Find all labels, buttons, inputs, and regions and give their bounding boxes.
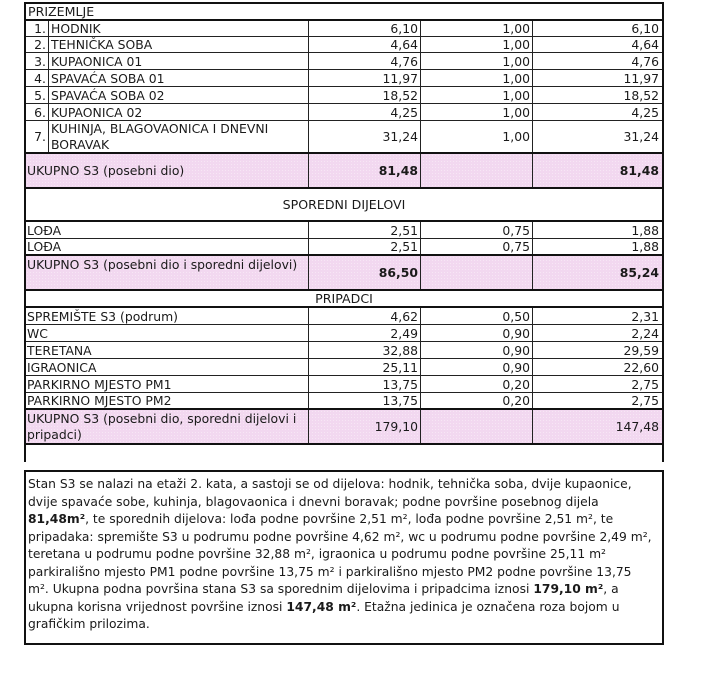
- table-row: [26, 376, 662, 393]
- table-row: [26, 239, 662, 256]
- total-area: 86,50: [309, 256, 421, 289]
- room-coefficient: 1,00: [421, 104, 533, 120]
- total-coefficient: [421, 256, 533, 289]
- room-coefficient: 1,00: [421, 87, 533, 103]
- row-index: 6.: [26, 104, 49, 120]
- room-net-area: 22,60: [623, 359, 659, 375]
- room-name: HODNIK: [49, 21, 309, 36]
- table-row: [26, 325, 662, 342]
- total-area: 81,48: [309, 154, 421, 187]
- room-area: 13,75: [309, 393, 421, 408]
- room-area: 4,64: [309, 37, 421, 52]
- table-row: [26, 222, 662, 239]
- room-net-area: 11,97: [623, 70, 659, 86]
- room-name: SPAVAĆA SOBA 02: [49, 87, 309, 103]
- room-net-area: 2,75: [631, 376, 659, 392]
- room-name: PARKIRNO MJESTO PM2: [26, 393, 309, 408]
- room-coefficient: 0,75: [421, 222, 533, 238]
- total-label: [26, 410, 309, 443]
- room-name: KUHINJA, BLAGOVAONICA I DNEVNI BORAVAK: [49, 121, 309, 152]
- room-area: 6,10: [309, 21, 421, 36]
- room-name: PARKIRNO MJESTO PM1: [26, 376, 309, 392]
- room-net-area: 1,88: [631, 222, 659, 238]
- description-text-3: , a ukupna korisna vrijednost površine iznosi: [28, 582, 619, 614]
- section-title: PRIZEMLJE: [28, 4, 95, 19]
- row-index: 5.: [26, 87, 49, 103]
- row-index: 3.: [26, 53, 49, 69]
- row-index: 1.: [26, 21, 49, 36]
- row-index: 4.: [26, 70, 49, 86]
- room-net-area: 31,24: [623, 129, 659, 144]
- room-name: KUPAONICA 02: [49, 104, 309, 120]
- room-area: 25,11: [309, 359, 421, 375]
- room-coefficient: 0,90: [421, 342, 533, 358]
- table-row: [26, 53, 662, 70]
- room-coefficient: 0,50: [421, 308, 533, 324]
- section-header-secondary: [26, 189, 662, 222]
- room-name: LOĐA: [26, 222, 309, 238]
- room-net-area: 1,88: [631, 239, 659, 254]
- total-coefficient: [421, 410, 533, 443]
- section-title: SPOREDNI DIJELOVI: [282, 197, 406, 212]
- section-header-appurtenances: [26, 291, 662, 308]
- room-coefficient: 0,75: [421, 239, 533, 254]
- total-label: [26, 256, 309, 289]
- table-row: [26, 37, 662, 53]
- total-net-area: 81,48: [619, 163, 659, 178]
- room-net-area: 18,52: [623, 87, 659, 103]
- room-net-area: 2,31: [631, 308, 659, 324]
- room-coefficient: 1,00: [421, 37, 533, 52]
- room-coefficient: 1,00: [421, 21, 533, 36]
- room-coefficient: 1,00: [421, 53, 533, 69]
- room-coefficient: 1,00: [421, 70, 533, 86]
- description-text-4: . Etažna jedinica je označena roza bojom u grafičkim prilozima.: [28, 599, 620, 631]
- total-net-area: 85,24: [619, 265, 659, 280]
- total-label-bold: UKUPNO S3: [27, 411, 100, 426]
- room-area: 2,51: [309, 239, 421, 254]
- description-bold-useful-area: 147,48 m²: [286, 599, 357, 614]
- room-net-area: 6,10: [631, 21, 659, 36]
- table-row: [26, 70, 662, 87]
- room-coefficient: 0,20: [421, 393, 533, 408]
- table-row: [26, 121, 662, 154]
- section-title: PRIPADCI: [315, 291, 373, 306]
- section-header-ground-floor: [26, 4, 662, 21]
- room-area: 11,97: [309, 70, 421, 86]
- table-row: [26, 342, 662, 359]
- room-coefficient: 0,90: [421, 359, 533, 375]
- room-name: SPAVAĆA SOBA 01: [49, 70, 309, 86]
- room-name: TERETANA: [26, 342, 309, 358]
- room-name: KUPAONICA 01: [49, 53, 309, 69]
- table-row: [26, 359, 662, 376]
- room-net-area: 2,24: [631, 325, 659, 341]
- room-area: 2,51: [309, 222, 421, 238]
- row-index: 7.: [26, 121, 49, 152]
- unit-description: [24, 470, 664, 645]
- total-label-bold: UKUPNO S3: [27, 257, 100, 272]
- total-row-secondary: [26, 256, 662, 291]
- room-coefficient: 0,20: [421, 376, 533, 392]
- total-label-bold: UKUPNO S3: [27, 163, 100, 178]
- spacer-row: [26, 445, 662, 462]
- description-bold-special-area: 81,48m²: [28, 512, 86, 526]
- total-row-special-part: [26, 154, 662, 189]
- room-area: 18,52: [309, 87, 421, 103]
- total-label-rest: (posebni dio i sporedni dijelovi): [99, 257, 298, 272]
- room-net-area: 4,76: [631, 53, 659, 69]
- room-net-area: 4,64: [631, 37, 659, 52]
- total-label-rest: (posebni dio): [99, 163, 185, 178]
- room-area: 4,25: [309, 104, 421, 120]
- room-coefficient: 1,00: [421, 121, 533, 152]
- table-row: [26, 393, 662, 410]
- table-row: [26, 87, 662, 104]
- total-label-rest: (posebni dio, sporedni dijelovi i pripadci): [27, 411, 297, 442]
- room-name: IGRAONICA: [26, 359, 309, 375]
- room-coefficient: 0,90: [421, 325, 533, 341]
- description-bold-total-area: 179,10 m²: [533, 582, 604, 596]
- room-area: 4,62: [309, 308, 421, 324]
- total-coefficient: [421, 154, 533, 187]
- room-net-area: 29,59: [623, 342, 659, 358]
- total-area: 179,10: [309, 410, 421, 443]
- row-index: 2.: [26, 37, 49, 52]
- room-name: TEHNIČKA SOBA: [49, 37, 309, 52]
- table-row: [26, 104, 662, 121]
- room-area: 13,75: [309, 376, 421, 392]
- room-area: 31,24: [309, 121, 421, 152]
- room-name: LOĐA: [26, 239, 309, 254]
- description-text-1: Stan S3 se nalazi na etaži 2. kata, a sastoji se od dijelova: hodnik, tehnička soba, dvije kupaonice, dvije spavaće sobe, kuhinja, blagovaonica i dnevni boravak; podne površine posebnog dijela: [28, 477, 632, 509]
- description-text-2: , te sporednih dijelova: lođa podne površine 2,51 m², lođa podne površine 2,51 m², te pripadaka: spremište S3 u podrumu podne površine 4,62 m², wc u podrumu podne površine 2,49 m², teretana u podrumu podne površine 32,88 m², igraonica u podrumu podne površine 25,11 m² parkirališno mjesto PM1 podne površine 13,75 m² i parkirališno mjesto PM2 podne površine 13,75 m². Ukupna podna površina stana S3 sa sporednim dijelovima i pripadcima iznosi: [28, 512, 652, 596]
- total-net-area: 147,48: [615, 419, 659, 434]
- room-name: SPREMIŠTE S3 (podrum): [26, 308, 309, 324]
- table-row: [26, 21, 662, 37]
- room-net-area: 4,25: [631, 104, 659, 120]
- total-row-all: [26, 410, 662, 445]
- room-area: 2,49: [309, 325, 421, 341]
- area-table: [24, 4, 664, 462]
- total-label: [26, 154, 309, 187]
- room-name: WC: [26, 325, 309, 341]
- room-area: 4,76: [309, 53, 421, 69]
- room-net-area: 2,75: [631, 393, 659, 408]
- table-row: [26, 308, 662, 325]
- room-area: 32,88: [309, 342, 421, 358]
